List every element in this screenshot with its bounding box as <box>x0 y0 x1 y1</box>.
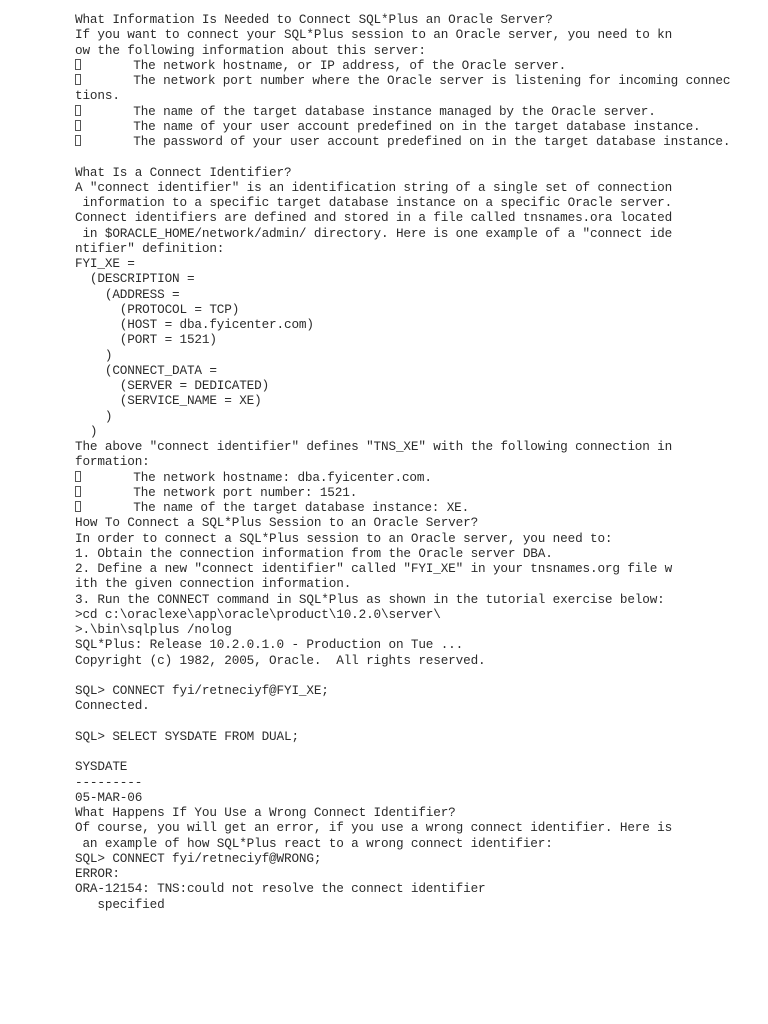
text-line <box>75 653 755 668</box>
line-text: What Information Is Needed to Connect SQL*Plus an Oracle Server? <box>75 12 553 27</box>
text-line <box>75 195 755 210</box>
text-line <box>75 332 755 347</box>
line-text: formation: <box>75 454 150 470</box>
text-line <box>75 226 755 241</box>
line-text: In order to connect a SQL*Plus session to an Oracle server, you need to: <box>75 530 613 546</box>
line-text: information to a specific target database instance on a specific Oracle server. <box>75 195 673 210</box>
line-text: The name of your user account predefined on in the target database instance. <box>81 118 701 134</box>
text-line <box>75 576 755 591</box>
line-text: (SERVER = DEDICATED) <box>75 378 270 393</box>
line-text: (PORT = 1521) <box>75 332 217 348</box>
bullet-item <box>75 134 755 149</box>
line-text: (SERVICE_NAME = XE) <box>75 393 262 409</box>
line-text: specified <box>75 896 165 912</box>
text-line <box>75 836 755 851</box>
line-text: ERROR: <box>75 866 120 881</box>
line-text: What Happens If You Use a Wrong Connect Identifier? <box>75 805 456 820</box>
line-text: ) <box>75 423 98 439</box>
text-line <box>75 668 755 683</box>
text-line <box>75 805 755 820</box>
text-line <box>75 790 755 805</box>
text-line <box>75 317 755 332</box>
text-line <box>75 271 755 286</box>
text-line <box>75 515 755 530</box>
line-text: ntifier" definition: <box>75 240 225 256</box>
text-line <box>75 12 755 27</box>
text-line <box>75 302 755 317</box>
text-line <box>75 866 755 881</box>
line-text: A "connect identifier" is an identification string of a single set of connection <box>75 179 673 195</box>
line-text: ) <box>75 347 113 363</box>
line-text: 2. Define a new "connect identifier" called "FYI_XE" in your tnsnames.org file w <box>75 561 673 576</box>
text-line <box>75 683 755 698</box>
line-text: in $ORACLE_HOME/network/admin/ directory. Here is one example of a "connect ide <box>75 225 673 241</box>
line-text: The name of the target database instance managed by the Oracle server. <box>81 103 656 119</box>
text-line <box>75 363 755 378</box>
line-text: The password of your user account predefined on in the target database instance. <box>81 134 731 149</box>
text-line <box>75 729 755 744</box>
line-text: The network port number where the Oracle server is listening for incoming connec <box>81 73 731 88</box>
text-line <box>75 698 755 713</box>
text-line <box>75 851 755 866</box>
line-text: ORA-12154: TNS:could not resolve the connect identifier <box>75 881 486 897</box>
text-line <box>75 546 755 561</box>
line-text: Connected. <box>75 698 150 714</box>
line-text: Connect identifiers are defined and stored in a file called tnsnames.ora located <box>75 210 673 226</box>
line-text: (HOST = dba.fyicenter.com) <box>75 317 314 332</box>
bullet-item <box>75 58 755 73</box>
text-line <box>75 424 755 439</box>
line-text: (ADDRESS = <box>75 286 180 302</box>
line-text: How To Connect a SQL*Plus Session to an Oracle Server? <box>75 515 479 531</box>
bullet-item <box>75 119 755 134</box>
line-text: 3. Run the CONNECT command in SQL*Plus as shown in the tutorial exercise below: <box>75 591 665 607</box>
line-text: SQL> SELECT SYSDATE FROM DUAL; <box>75 728 299 744</box>
line-text: (CONNECT_DATA = <box>75 362 217 378</box>
text-line <box>75 393 755 408</box>
bullet-item <box>75 485 755 500</box>
line-text: >.\bin\sqlplus /nolog <box>75 622 232 637</box>
line-text: FYI_XE = <box>75 256 135 271</box>
text-line <box>75 149 755 164</box>
bullet-item <box>75 104 755 119</box>
text-line <box>75 881 755 896</box>
text-line <box>75 897 755 912</box>
line-text: If you want to connect your SQL*Plus session to an Oracle server, you need to kn <box>75 27 673 43</box>
line-text: tions. <box>75 88 120 104</box>
text-line <box>75 409 755 424</box>
text-line <box>75 27 755 42</box>
text-line <box>75 43 755 58</box>
line-text: an example of how SQL*Plus react to a wrong connect identifier: <box>75 835 553 851</box>
document-body <box>75 12 755 912</box>
line-text: ith the given connection information. <box>75 576 352 592</box>
line-text: What Is a Connect Identifier? <box>75 164 292 180</box>
bullet-item <box>75 500 755 515</box>
text-line <box>75 241 755 256</box>
text-line <box>75 531 755 546</box>
line-text: SQL> CONNECT fyi/retneciyf@FYI_XE; <box>75 683 329 698</box>
text-line <box>75 637 755 652</box>
text-line <box>75 348 755 363</box>
line-text: The network port number: 1521. <box>81 484 358 500</box>
text-line <box>75 439 755 454</box>
text-line <box>75 775 755 790</box>
line-text: --------- <box>75 774 143 790</box>
line-text: The above "connect identifier" defines "TNS_XE" with the following connection in <box>75 439 673 454</box>
line-text: Of course, you will get an error, if you use a wrong connect identifier. Here is <box>75 820 673 836</box>
line-text: (PROTOCOL = TCP) <box>75 301 240 317</box>
line-text: (DESCRIPTION = <box>75 271 195 287</box>
text-line <box>75 607 755 622</box>
text-line <box>75 714 755 729</box>
text-line <box>75 759 755 774</box>
text-line <box>75 622 755 637</box>
line-text: 1. Obtain the connection information from the Oracle server DBA. <box>75 545 553 561</box>
line-text: ow the following information about this server: <box>75 42 426 58</box>
text-line <box>75 744 755 759</box>
text-line <box>75 88 755 103</box>
bullet-item <box>75 470 755 485</box>
line-text: SQL> CONNECT fyi/retneciyf@WRONG; <box>75 850 322 866</box>
bullet-item <box>75 73 755 88</box>
line-text: SQL*Plus: Release 10.2.0.1.0 - Production on Tue ... <box>75 637 464 653</box>
text-line <box>75 287 755 302</box>
line-text: >cd c:\oraclexe\app\oracle\product\10.2.0\server\ <box>75 606 441 622</box>
text-line <box>75 820 755 835</box>
line-text: The name of the target database instance: XE. <box>81 500 470 515</box>
text-line <box>75 165 755 180</box>
text-line <box>75 180 755 195</box>
line-text: SYSDATE <box>75 759 128 775</box>
line-text: Copyright (c) 1982, 2005, Oracle. All rights reserved. <box>75 652 486 668</box>
text-line <box>75 378 755 393</box>
line-text: The network hostname: dba.fyicenter.com. <box>81 469 432 485</box>
text-line <box>75 454 755 469</box>
text-line <box>75 210 755 225</box>
line-text: 05-MAR-06 <box>75 789 143 805</box>
line-text: The network hostname, or IP address, of the Oracle server. <box>81 57 567 73</box>
text-line <box>75 561 755 576</box>
line-text: ) <box>75 408 113 424</box>
text-line <box>75 592 755 607</box>
text-line <box>75 256 755 271</box>
